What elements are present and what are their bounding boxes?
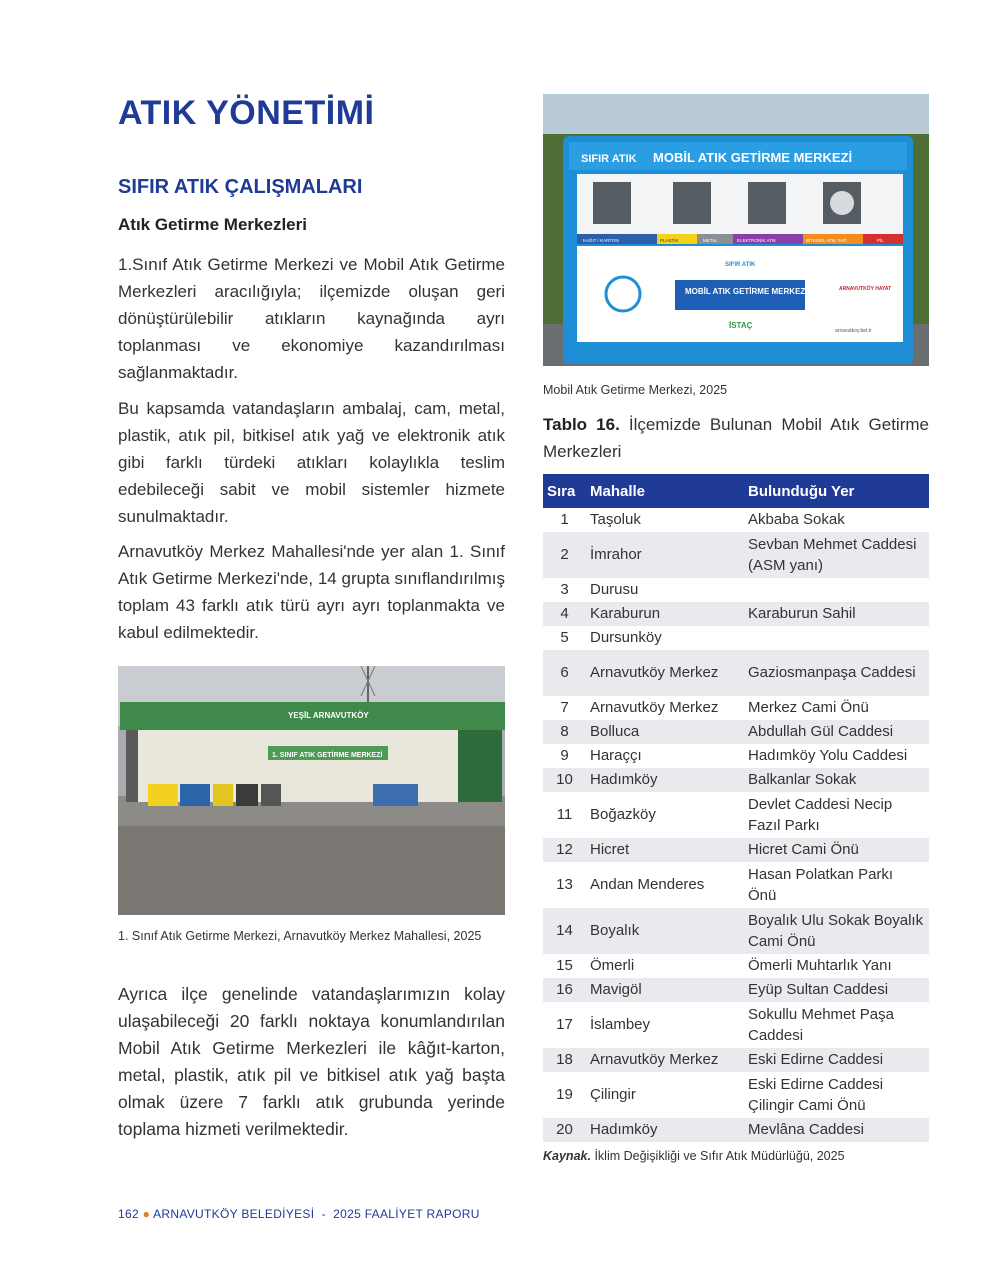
- cell-yer: Karaburun Sahil: [744, 602, 929, 626]
- subsection-title: Atık Getirme Merkezleri: [118, 215, 307, 234]
- bin-label-metal: METAL: [703, 238, 718, 243]
- table-row: [543, 1048, 929, 1072]
- table-row: [543, 838, 929, 862]
- cell-mahalle: İslambey: [590, 1016, 651, 1034]
- cell-yer: Hasan Polatkan Parkı Önü: [748, 865, 894, 904]
- table-row: [543, 650, 929, 696]
- table-row: [543, 862, 929, 908]
- cell-yer: Sevban Mehmet Caddesi (ASM yanı): [744, 532, 929, 578]
- mobile-centers-table: [543, 474, 929, 1142]
- left-photo-caption: 1. Sınıf Atık Getirme Merkezi, Arnavutköy Merkez Mahallesi, 2025: [118, 929, 482, 943]
- cell-mahalle: Hadımköy: [586, 1118, 744, 1142]
- cell-yer: Eski Edirne Caddesi Çilingir Cami Önü: [748, 1075, 884, 1114]
- cell-mahalle: Boğazköy: [590, 806, 656, 824]
- page-title: ATIK YÖNETİMİ: [118, 94, 375, 132]
- header-sign-text: MOBİL ATIK GETİRME MERKEZİ: [653, 150, 853, 165]
- page-footer: [118, 1207, 480, 1221]
- paragraph-intro: 1.Sınıf Atık Getirme Merkezi ve Mobil Atık Getirme Merkezleri aracılığıyla; ilçemizde oluşan geri dönüştürülebilir atıkların kaynağında ayrı toplanması ve ekonomiye kazandırılması sağlanmaktadır.: [118, 255, 505, 382]
- cell-mahalle: Bolluca: [586, 720, 744, 744]
- cell-sira: 6: [543, 650, 586, 696]
- source-label: Kaynak.: [543, 1149, 591, 1163]
- cell-sira: 15: [556, 957, 573, 975]
- cell-yer: Sokullu Mehmet Paşa Caddesi: [748, 1005, 894, 1044]
- cell-sira: 9: [560, 747, 569, 765]
- cell-sira: 2: [543, 532, 586, 578]
- cell-mahalle: Durusu: [590, 581, 639, 599]
- cell-sira: 20: [543, 1118, 586, 1142]
- cell-mahalle: Taşoluk: [590, 511, 641, 529]
- source-text: İklim Değişikliği ve Sıfır Atık Müdürlüğü, 2025: [594, 1149, 845, 1163]
- mobile-waste-center-illustration: [543, 94, 929, 366]
- bottom-logo-text: İSTAÇ: [729, 321, 753, 330]
- cell-mahalle: Haraççı: [590, 747, 642, 765]
- cell-yer: Gaziosmanpaşa Caddesi: [744, 650, 929, 696]
- table-row: [543, 908, 929, 954]
- cell-sira: 5: [560, 629, 569, 647]
- cell-yer: Ömerli Muhtarlık Yanı: [748, 957, 892, 975]
- cell-sira: 13: [556, 876, 573, 894]
- cell-mahalle: İmrahor: [586, 532, 744, 578]
- cell-yer: Akbaba Sokak: [748, 511, 845, 529]
- cell-mahalle: Arnavutköy Merkez: [586, 1048, 744, 1072]
- cell-yer: Hadımköy Yolu Caddesi: [748, 747, 908, 765]
- cell-sira: 7: [560, 699, 569, 717]
- cell-sira: 1: [560, 511, 569, 529]
- page-number: 162: [118, 1207, 139, 1221]
- right-logo-text: ARNAVUTKÖY HAYAT: [839, 286, 892, 292]
- cell-sira: 12: [543, 838, 586, 862]
- bin-label-battery: PİL: [877, 238, 884, 243]
- table-header-row: [543, 474, 929, 508]
- table-row: [543, 578, 929, 602]
- table-row: [543, 768, 929, 792]
- cell-yer: Hicret Cami Önü: [744, 838, 929, 862]
- top-logo-text: SIFIR ATIK: [581, 153, 637, 165]
- center-sign-text: MOBİL ATIK GETİRME MERKEZİ: [685, 287, 808, 296]
- table-row: [543, 532, 929, 578]
- center-logo-text: SIFIR ATIK: [725, 262, 756, 268]
- table-source: [543, 1149, 845, 1163]
- cell-yer: Mevlâna Caddesi: [744, 1118, 929, 1142]
- header-yer: Bulunduğu Yer: [744, 474, 929, 508]
- table-title: [543, 411, 929, 465]
- right-photo-caption: Mobil Atık Getirme Merkezi, 2025: [543, 383, 728, 397]
- table-row: [543, 626, 929, 650]
- section-title: SIFIR ATIK ÇALIŞMALARI: [118, 176, 363, 198]
- cell-sira: 17: [556, 1016, 573, 1034]
- cell-sira: 19: [556, 1086, 573, 1104]
- cell-yer: Eyüp Sultan Caddesi: [744, 978, 929, 1002]
- table-row: [543, 720, 929, 744]
- waste-center-illustration: [118, 666, 505, 915]
- cell-sira: 11: [556, 806, 573, 824]
- bin-label-paper: KAĞIT / KARTON: [583, 238, 619, 243]
- cell-mahalle: Arnavutköy Merkez: [586, 650, 744, 696]
- table-row: [543, 792, 929, 838]
- table-row: [543, 1002, 929, 1048]
- cell-mahalle: Çilingir: [590, 1086, 636, 1104]
- cell-mahalle: Andan Menderes: [590, 876, 705, 894]
- bin-label-plastic: PLASTİK: [660, 238, 679, 243]
- table-title-text: İlçemizde Bulunan Mobil Atık Getirme Merkezleri: [543, 415, 929, 461]
- cell-yer: [744, 578, 929, 602]
- header-sira: Sıra: [543, 474, 586, 508]
- bin-label-electronic: ELEKTRONİK ATIK: [737, 238, 777, 243]
- table-row: [543, 602, 929, 626]
- cell-yer: [744, 626, 929, 650]
- cell-mahalle: Hicret: [586, 838, 744, 862]
- waste-center-photo: [118, 666, 505, 915]
- cell-mahalle: Karaburun: [586, 602, 744, 626]
- banner-sign-text: 1. SINIF ATIK GETİRME MERKEZİ: [272, 752, 383, 759]
- cell-mahalle: Mavigöl: [586, 978, 744, 1002]
- cell-yer: Devlet Caddesi Necip Fazıl Parkı: [748, 795, 893, 834]
- table-row: [543, 744, 929, 768]
- table-row: [543, 508, 929, 532]
- table-row: [543, 954, 929, 978]
- cell-yer: Boyalık Ulu Sokak Boyalık Cami Önü: [744, 908, 929, 954]
- roof-sign-text: YEŞİL ARNAVUTKÖY: [288, 711, 369, 720]
- cell-mahalle: Arnavutköy Merkez: [590, 699, 719, 717]
- cell-yer: Abdullah Gül Caddesi: [744, 720, 929, 744]
- cell-sira: 16: [543, 978, 586, 1002]
- cell-sira: 4: [543, 602, 586, 626]
- table-label: Tablo 16.: [543, 415, 620, 434]
- cell-yer: Merkez Cami Önü: [748, 699, 869, 717]
- cell-mahalle: Ömerli: [590, 957, 635, 975]
- cell-mahalle: Dursunköy: [590, 629, 662, 647]
- cell-sira: 3: [560, 581, 569, 599]
- report-name: ARNAVUTKÖY BELEDİYESİ - 2025 FAALİYET RAPORU: [153, 1207, 480, 1221]
- table-row: [543, 1118, 929, 1142]
- bin-label-oil: BİTKİSEL ATIK YAĞ: [806, 238, 847, 243]
- cell-sira: 8: [543, 720, 586, 744]
- mobile-waste-center-photo: [543, 94, 929, 366]
- cell-mahalle: Boyalık: [586, 908, 744, 954]
- cell-sira: 10: [543, 768, 586, 792]
- cell-mahalle: Hadımköy: [586, 768, 744, 792]
- bullet-icon: ●: [142, 1207, 151, 1221]
- paragraph-center: Arnavutköy Merkez Mahallesi'nde yer alan 1. Sınıf Atık Getirme Merkezi'nde, 14 grupta sınıflandırılmış toplam 43 farklı atık türü ayrı ayrı toplanmakta ve kabul edilmektedir.: [118, 542, 505, 642]
- table-row: [543, 1072, 929, 1118]
- paragraph-scope: Bu kapsamda vatandaşların ambalaj, cam, metal, plastik, atık pil, bitkisel atık yağ ve elektronik atık gibi farklı türdeki atıkları kolaylıkla teslim edebileceği sabit ve mobil sistemler hizmete sunulmaktadır.: [118, 399, 505, 526]
- cell-yer: Balkanlar Sokak: [744, 768, 929, 792]
- table-row: [543, 696, 929, 720]
- table-row: [543, 978, 929, 1002]
- header-mahalle: Mahalle: [586, 474, 744, 508]
- paragraph-mobile: Ayrıca ilçe genelinde vatandaşlarımızın kolay ulaşabileceği 20 farklı noktaya konumlandırılan Mobil Atık Getirme Merkezleri ile kâğıt-karton, metal, plastik, atık pil ve bitkisel atık yağ başta olmak üzere 7 farklı atık grubunda yerinde toplama hizmeti verilmektedir.: [118, 984, 505, 1139]
- cell-yer: Eski Edirne Caddesi: [744, 1048, 929, 1072]
- website-text: arnavutkoy.bel.tr: [835, 328, 872, 334]
- cell-sira: 18: [543, 1048, 586, 1072]
- cell-sira: 14: [543, 908, 586, 954]
